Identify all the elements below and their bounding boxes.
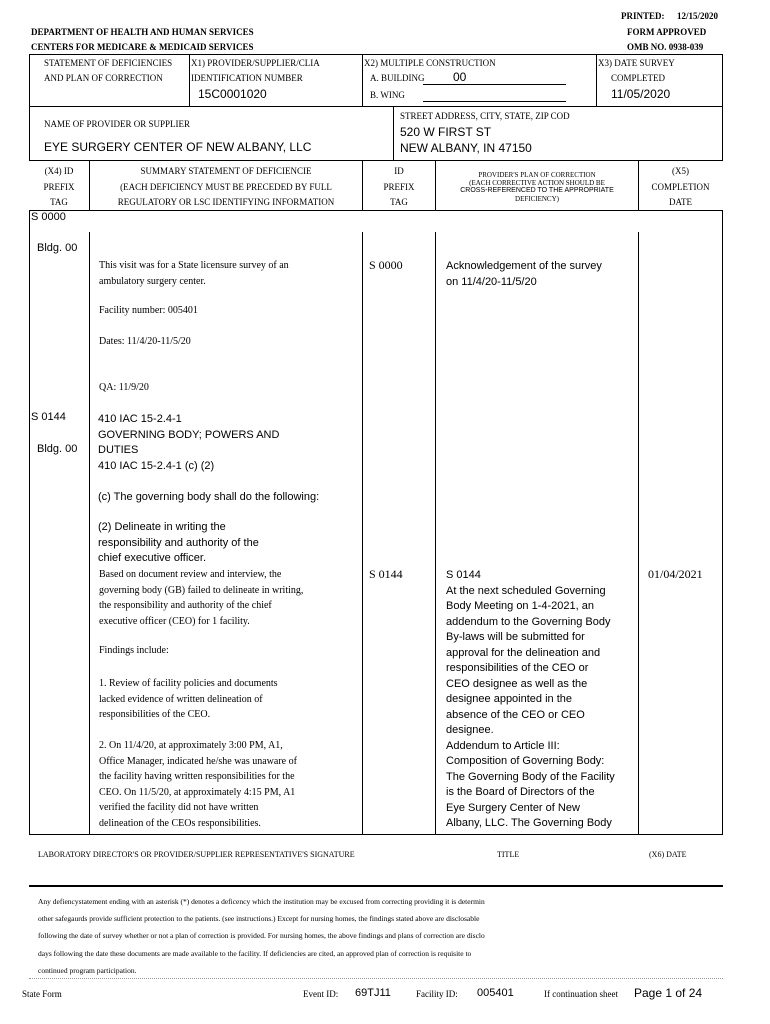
plan-header-1: PROVIDER'S PLAN OF CORRECTION <box>478 171 596 179</box>
plan-of-correction: S 0144 At the next scheduled Governing Body Meeting on 1-4-2021, an addendum to the Governing Body By-laws will be submitted for approval for the delineation and responsibilities of the CEO or CEO designee as well as the designee appointed in the absence of the CEO or CEO designee. Addendum to Article III: Composition of Governing Body: The Governing Body of the Facility is the Board of Directors of the Eye Surgery Center of New Albany, LLC. The Governing Body <box>446 569 615 829</box>
provider-name: EYE SURGERY CENTER OF NEW ALBANY, LLC <box>44 140 312 154</box>
x1-label: X1) PROVIDER/SUPPLIER/CLIA <box>191 58 320 68</box>
event-id-label: Event ID: <box>303 989 339 999</box>
col-divider-4-body <box>638 232 639 834</box>
summary-header-1: SUMMARY STATEMENT OF DEFICIENCIE <box>140 166 312 176</box>
x5-header-1: (X5) <box>672 166 689 176</box>
wing-underline <box>423 101 566 102</box>
page-number: Page 1 of 24 <box>634 986 703 1000</box>
plan-header-2: (EACH CORRECTIVE ACTION SHOULD BE <box>469 179 605 187</box>
governing-body-intro: (c) The governing body shall do the following: <box>98 491 320 503</box>
summary-header-3: REGULATORY OR LSC IDENTIFYING INFORMATION <box>117 197 335 207</box>
centers-title: CENTERS FOR MEDICARE & MEDICAID SERVICES <box>31 42 254 52</box>
body-left-border <box>29 210 30 834</box>
facility-id-value: 005401 <box>477 987 514 999</box>
survey-dates: Dates: 11/4/20-11/5/20 <box>99 336 191 347</box>
statement-label: STATEMENT OF DEFICIENCIES <box>44 58 173 68</box>
building-label: A. BUILDING <box>370 73 425 83</box>
printed-label: PRINTED: <box>621 11 665 21</box>
disclaimer-text: Any defiencystatement ending with an asterisk (*) denotes a deficency which the institution may be excused from correcting providing it is determin other safegaurds provide sufficient protection to the patients. (see instructions.) Except for nursing homes, the findings stated above are disclosable following the date of survey whether or not a plan of correction is provided. For nursing homes, the above findings and plans of correction are disclo days following the date these documents are made available to the facility. If deficiencies are cited, an approved plan of correction is requisite to continued program participation. <box>38 897 485 975</box>
id-header-2: PREFIX <box>383 182 415 192</box>
signature-label: LABORATORY DIRECTOR'S OR PROVIDER/SUPPLIER REPRESENTATIVE'S SIGNATURE <box>38 850 355 859</box>
x3-sub: COMPLETED <box>611 73 665 83</box>
event-id-value: 69TJ11 <box>355 987 391 999</box>
id-tag-s0000: S 0000 <box>369 258 403 272</box>
building-tag-2: Bldg. 00 <box>37 443 78 455</box>
rule-citation: 410 IAC 15-2.4-1 GOVERNING BODY; POWERS AND DUTIES 410 IAC 15-2.4-1 (c) (2) <box>98 413 280 472</box>
divider-x2 <box>362 54 363 106</box>
divider-x1 <box>189 54 190 106</box>
form-approved: FORM APPROVED <box>627 27 707 37</box>
building-tag-1: Bldg. 00 <box>37 242 78 254</box>
prefix-tag-s0000: S 0000 <box>31 211 66 223</box>
building-underline <box>423 84 566 85</box>
building-value: 00 <box>453 70 467 84</box>
delineate-requirement: (2) Delineate in writing the responsibility and authority of the chief executive officer. <box>98 521 259 564</box>
footer-divider <box>29 978 723 979</box>
findings-include: Findings include: <box>99 645 169 656</box>
x4-header-1: (X4) ID <box>44 166 74 176</box>
divider-address <box>393 106 394 160</box>
omb-number: OMB NO. 0938-039 <box>627 42 704 52</box>
x4-header-3: TAG <box>50 197 68 207</box>
x3-label: X3) DATE SURVEY <box>598 58 675 68</box>
finding-1: 1. Review of facility policies and documents lacked evidence of written delineation of responsibilities of the CEO. <box>99 678 278 720</box>
prefix-tag-s0144: S 0144 <box>31 411 66 423</box>
body-right-border <box>722 210 723 834</box>
x5-header-3: DATE <box>669 197 692 207</box>
acknowledgement-text: Acknowledgement of the survey on 11/4/20-11/5/20 <box>446 260 602 288</box>
col-divider-2-body <box>362 232 363 834</box>
wing-label: B. WING <box>370 90 405 100</box>
state-form-label: State Form <box>22 989 62 999</box>
plan-header-3: CROSS-REFERENCED TO THE APPROPRIATE <box>460 187 614 194</box>
facility-number: Facility number: 005401 <box>99 305 198 316</box>
provider-name-label: NAME OF PROVIDER OR SUPPLIER <box>44 119 191 129</box>
x4-header-2: PREFIX <box>43 182 75 192</box>
signature-rule <box>29 885 723 887</box>
box-mid-border <box>29 106 723 107</box>
survey-description: This visit was for a State licensure survey of an ambulatory surgery center. <box>99 260 289 287</box>
survey-date-value: 11/05/2020 <box>611 87 671 101</box>
continuation-label: If continuation sheet <box>544 989 618 999</box>
title-label: TITLE <box>497 850 520 859</box>
body-bottom-border <box>29 834 723 835</box>
finding-intro: Based on document review and interview, the governing body (GB) failed to delineate in writing, the responsibility and authority of the chief executive officer (CEO) for 1 facility. <box>99 569 304 627</box>
finding-2: 2. On 11/4/20, at approximately 3:00 PM, A1, Office Manager, indicated he/she was unaware of the facility having written responsibilities for the CEO. On 11/5/20, at approximately 4:15 PM, A1 verified the facility did not have written delineation of the CEOs responsibilities. <box>99 740 297 829</box>
id-header-1: ID <box>394 166 404 176</box>
id-tag-s0144: S 0144 <box>369 567 403 581</box>
summary-header-2: (EACH DEFICIENCY MUST BE PRECEDED BY FULL <box>120 182 332 192</box>
x2-label: X2) MULTIPLE CONSTRUCTION <box>364 58 496 68</box>
qa-date: QA: 11/9/20 <box>99 382 149 393</box>
box-top-border <box>29 54 723 55</box>
department-title: DEPARTMENT OF HEALTH AND HUMAN SERVICES <box>31 27 254 37</box>
plan-header-4: DEFICIENCY) <box>515 195 559 203</box>
box-right-border <box>722 54 723 160</box>
id-header-3: TAG <box>390 197 408 207</box>
signature-date-label: (X6) DATE <box>649 850 687 859</box>
facility-id-label: Facility ID: <box>416 989 458 999</box>
x5-header-2: COMPLETION <box>651 182 710 192</box>
address-line1: 520 W FIRST ST <box>400 125 492 139</box>
col-divider-1-body <box>89 232 90 834</box>
box-left-border <box>29 54 30 160</box>
plan-label: AND PLAN OF CORRECTION <box>44 73 163 83</box>
provider-id-value: 15C0001020 <box>198 87 267 101</box>
col-divider-3-body <box>435 232 436 834</box>
completion-date: 01/04/2021 <box>648 567 703 581</box>
divider-x3 <box>596 54 597 106</box>
address-label: STREET ADDRESS, CITY, STATE, ZIP COD <box>400 111 570 121</box>
box-row-border <box>29 160 723 161</box>
x1-sub: IDENTIFICATION NUMBER <box>191 73 303 83</box>
header-bottom-border <box>29 210 723 211</box>
address-line2: NEW ALBANY, IN 47150 <box>400 141 532 155</box>
printed-date: 12/15/2020 <box>677 11 719 21</box>
